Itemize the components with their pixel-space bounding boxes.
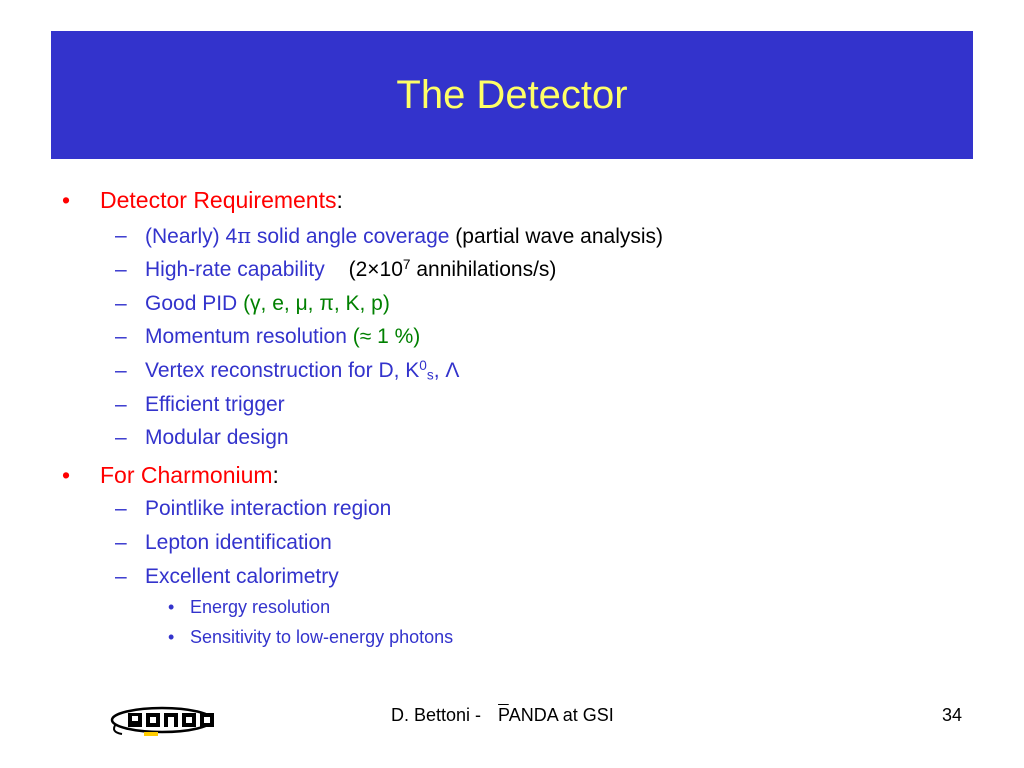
subitem-pointlike <box>115 497 392 521</box>
footer-author: D. Bettoni - <box>391 705 487 725</box>
dash-icon: – <box>115 359 127 382</box>
footer-text <box>391 705 614 726</box>
item-text: Lepton identification <box>145 531 332 554</box>
item-extra: (partial wave analysis) <box>449 225 664 248</box>
subitem-solid-angle <box>115 224 664 249</box>
dash-icon: – <box>115 426 127 449</box>
item-text: Efficient trigger <box>145 393 285 416</box>
footer-rest: ANDA at GSI <box>508 705 614 725</box>
subitem-good-pid <box>115 292 390 316</box>
rate-exponent: 7 <box>402 257 411 273</box>
item-text: Modular design <box>145 426 289 449</box>
item-text: Pointlike interaction region <box>145 497 392 520</box>
rate-text: (2×10 <box>348 258 403 281</box>
item-text: High-rate capability <box>145 258 325 281</box>
item-text: (Nearly) 4 <box>145 225 238 248</box>
subsubitem-energy-resolution <box>168 597 331 618</box>
subitem-trigger <box>115 393 285 417</box>
bullet-icon: • <box>168 597 175 617</box>
item-text: Sensitivity to low-energy photons <box>190 627 454 647</box>
momentum-value: (≈ 1 %) <box>352 325 421 348</box>
item-text: Energy resolution <box>190 597 331 617</box>
page-number: 34 <box>942 705 963 725</box>
subitem-calorimetry <box>115 565 339 589</box>
section-heading: Detector Requirements <box>100 187 337 213</box>
footer-pbar: $\overline{P}$ <box>498 705 509 725</box>
item-text-2: solid angle coverage <box>251 225 450 248</box>
dash-icon: – <box>115 565 127 588</box>
rate-unit: annihilations/s) <box>410 258 557 281</box>
bullet-icon: • <box>62 187 71 213</box>
dash-icon: – <box>115 224 127 247</box>
bullet-icon: • <box>168 627 175 647</box>
item-text: Excellent calorimetry <box>145 565 339 588</box>
lambda-text: , Λ <box>433 359 460 382</box>
dash-icon: – <box>115 292 127 315</box>
item-text: Vertex reconstruction for D, K <box>145 359 420 382</box>
pi-symbol: π <box>237 224 251 248</box>
subitem-momentum <box>115 325 421 349</box>
dash-icon: – <box>115 393 127 416</box>
panda-logo-icon <box>108 704 220 738</box>
subitem-high-rate <box>115 257 557 282</box>
dash-icon: – <box>115 531 127 554</box>
section-heading: For Charmonium <box>100 462 273 488</box>
bullet-detector-requirements <box>62 187 343 214</box>
pid-list: (γ, e, μ, π, K, p) <box>243 292 390 315</box>
k-subscript: s <box>426 367 434 383</box>
subitem-vertex <box>115 358 460 383</box>
item-text: Good PID <box>145 292 244 315</box>
item-extra <box>349 258 557 281</box>
colon: : <box>336 187 343 213</box>
item-text: Momentum resolution <box>145 325 353 348</box>
bullet-icon: • <box>62 462 71 488</box>
colon: : <box>272 462 279 488</box>
subsubitem-sensitivity <box>168 627 454 648</box>
subitem-lepton <box>115 531 332 555</box>
bullet-for-charmonium <box>62 462 279 489</box>
slide-title: The Detector <box>396 72 628 117</box>
k-superscript: 0 <box>419 358 427 374</box>
dash-icon: – <box>115 497 127 520</box>
subitem-modular <box>115 426 289 450</box>
dash-icon: – <box>115 325 127 348</box>
dash-icon: – <box>115 258 127 281</box>
